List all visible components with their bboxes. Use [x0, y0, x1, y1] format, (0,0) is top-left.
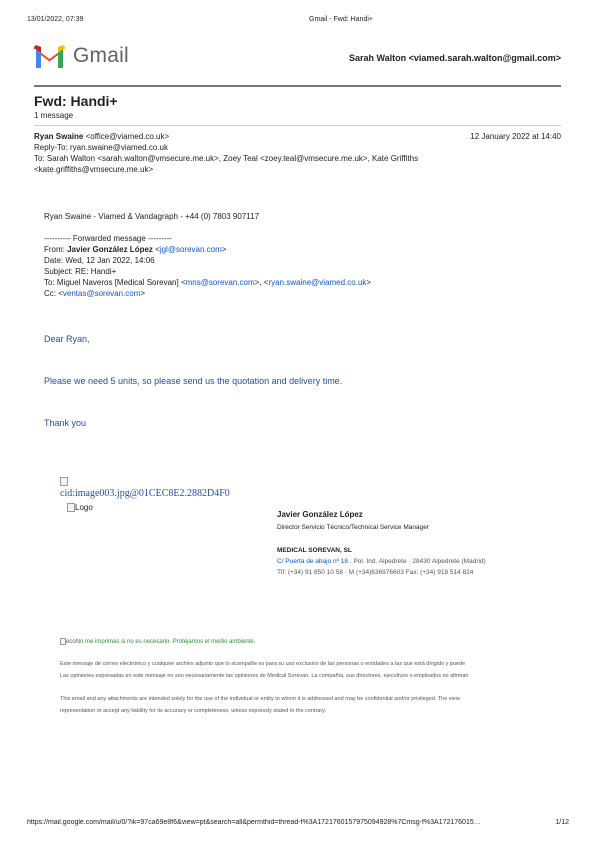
logo-alt-text: Logo [75, 503, 93, 512]
thanks-text: Thank you [44, 418, 87, 428]
legal-en-line2: representation or accept any liability for its accuracy or completeness, unless expressly stated to the contrary. [60, 708, 327, 714]
signature-name: Javier González López [277, 510, 363, 519]
from-email: <office@viamed.co.uk> [85, 132, 170, 141]
gmail-logo-icon [34, 44, 65, 69]
fwd-cc-bracket-close: > [140, 289, 146, 298]
eco-text: No me imprimas si no es necesario. Protejamos el medio ambiente. [75, 639, 256, 646]
fwd-to-separator: >, < [254, 278, 269, 287]
request-text: Please we need 5 units, so please send us the quotation and delivery time. [44, 376, 343, 386]
header-divider [34, 85, 561, 87]
broken-image-icon [60, 477, 68, 486]
fwd-from-label: From: [44, 245, 68, 254]
address-rest: . Pol. Ind. Alpedrete · 28430 Alpedrete (Madrid) [348, 558, 486, 565]
legal-es-line1: Este mensaje de correo electrónico y cualquier archivo adjunto que lo acompañe es para su uso exclusivo de las personas o entidades a las que está dirigido y puede [60, 661, 466, 667]
account-email: Sarah Walton <viamed.sarah.walton@gmail.com> [348, 53, 561, 63]
to-recipients-line1: To: Sarah Walton <sarah.walton@vmsecure.me.uk>, Zoey Teal <zoey.teal@vmsecure.me.uk>, Kate Griffiths [34, 154, 419, 163]
fwd-to-bracket-close: > [366, 278, 372, 287]
signature-company: MEDICAL SOREVAN, SL [277, 547, 352, 554]
page-number: 1/12 [555, 819, 569, 826]
from-name: Ryan Swaine [34, 132, 84, 141]
eco-alt: eco [66, 639, 76, 646]
print-url: https://mail.google.com/mail/u/0/?ik=97ca69e8f6&view=pt&search=all&permthid=thread-f%3A1721760157975094928%7Cmsg-f%3A172176015… [27, 819, 481, 826]
forwarded-marker: ---------- Forwarded message --------- [44, 234, 172, 243]
broken-logo-icon [67, 503, 75, 512]
message-from [34, 131, 169, 142]
gmail-wordmark: Gmail [73, 44, 129, 67]
signature-image-alt: cid:image003.jpg@01CEC8E2.2882D4F0 [60, 488, 230, 499]
logo-image [67, 503, 93, 512]
fwd-to-email-link-2[interactable]: ryan.swaine@viamed.co.uk [268, 278, 367, 287]
signature-role: Director Servicio Técnico/Technical Service Manager [277, 524, 429, 531]
legal-es-line2: Las opiniones expresadas en este mensaje no son necesariamente las opiniones de Medical Sorevan. La compañía, sus directores, ejecutivos o empleados no afirman [60, 673, 469, 679]
forwarded-from [44, 244, 226, 255]
print-datetime: 13/01/2022, 07:39 [27, 16, 84, 23]
eco-notice [60, 638, 255, 645]
forwarded-date: Date: Wed, 12 Jan 2022, 14:06 [44, 256, 155, 265]
forwarded-subject: Subject: RE: Handi+ [44, 267, 117, 276]
fwd-cc-label: Cc: < [44, 289, 63, 298]
address-link[interactable]: C/ Puerta de abajo nº 18 [277, 558, 349, 565]
fwd-from-email-link[interactable]: jgl@sorevan.com [159, 245, 222, 254]
thread-subject: Fwd: Handi+ [34, 93, 118, 109]
to-recipients-line2: <kate.griffiths@vmsecure.me.uk> [34, 165, 154, 174]
forwarded-to [44, 277, 371, 288]
greeting: Dear Ryan, [44, 334, 90, 344]
fwd-to-label: To: Miguel Naveros [Medical Sorevan] < [44, 278, 186, 287]
forwarded-cc [44, 288, 145, 299]
sender-signature: Ryan Swaine - Viamed & Vandagraph - +44 (0) 7803 907117 [44, 212, 260, 221]
print-title: Gmail - Fwd: Handi+ [309, 16, 373, 23]
message-date: 12 January 2022 at 14:40 [470, 132, 561, 141]
fwd-from-name: Javier González López [67, 245, 153, 254]
signature-address [277, 558, 486, 565]
fwd-from-bracket: < [152, 245, 160, 254]
legal-en-line1: This email and any attachments are intended solely for the use of the individual or entity to whom it is addressed and may be confidential and/or privileged. The view [60, 696, 460, 702]
fwd-from-bracket-close: > [221, 245, 227, 254]
signature-phones: Tlf: (+34) 91 850 10 58 · M (+34)636976603 Fax: (+34) 918 514 824 [277, 569, 474, 576]
message-count: 1 message [34, 111, 74, 120]
fwd-cc-email-link[interactable]: ventas@sorevan.com [62, 289, 141, 298]
reply-to: Reply-To: ryan.swaine@viamed.co.uk [34, 143, 168, 152]
subject-divider [34, 125, 561, 126]
fwd-to-email-link-1[interactable]: mns@sorevan.com [185, 278, 255, 287]
